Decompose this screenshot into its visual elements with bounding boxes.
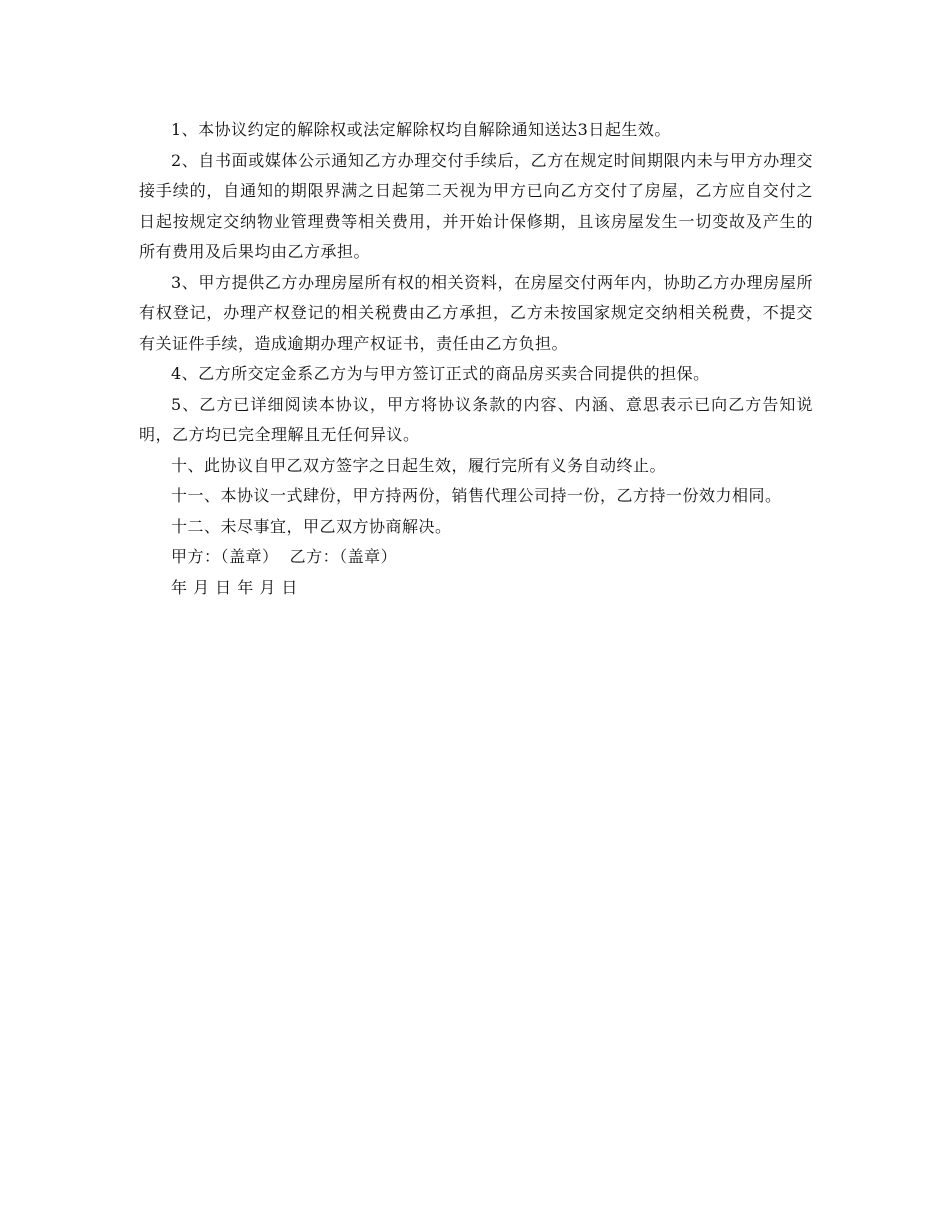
clause-5: 5、乙方已详细阅读本协议，甲方将协议条款的内容、内涵、意思表示已向乙方告知说明，乙方均已完全理解且无任何异议。: [139, 394, 813, 444]
clause-1: 1、本协议约定的解除权或法定解除权均自解除通知送达3日起生效。: [171, 120, 671, 139]
clause-3: 3、甲方提供乙方办理房屋所有权的相关资料，在房屋交付两年内，协助乙方办理房屋所有权登记，办理产权登记的相关税费由乙方承担，乙方未按国家规定交纳相关税费，不提交有关证件手续，造成逾期办理产权证书，责任由乙方负担。: [139, 272, 813, 353]
article-11: 十一、本协议一式肆份，甲方持两份，销售代理公司持一份，乙方持一份效力相同。: [171, 486, 782, 505]
date-line: 年 月 日 年 月 日: [171, 577, 298, 597]
clause-2: 2、自书面或媒体公示通知乙方办理交付手续后，乙方在规定时间期限内未与甲方办理交接手续的，自通知的期限界满之日起第二天视为甲方已向乙方交付了房屋，乙方应自交付之日起按规定交纳物业管理费等相关费用，并开始计保修期，且该房屋发生一切变故及产生的所有费用及后果均由乙方承担。: [139, 150, 813, 261]
document-body: [139, 115, 813, 603]
article-10: 十、此协议自甲乙双方签字之日起生效，履行完所有义务自动终止。: [171, 455, 667, 475]
article-12: 十二、未尽事宜，甲乙双方协商解决。: [171, 516, 452, 536]
clause-4: 4、乙方所交定金系乙方为与甲方签订正式的商品房买卖合同提供的担保。: [171, 364, 710, 383]
signature-line: 甲方：（盖章） 乙方：（盖章）: [171, 547, 398, 566]
